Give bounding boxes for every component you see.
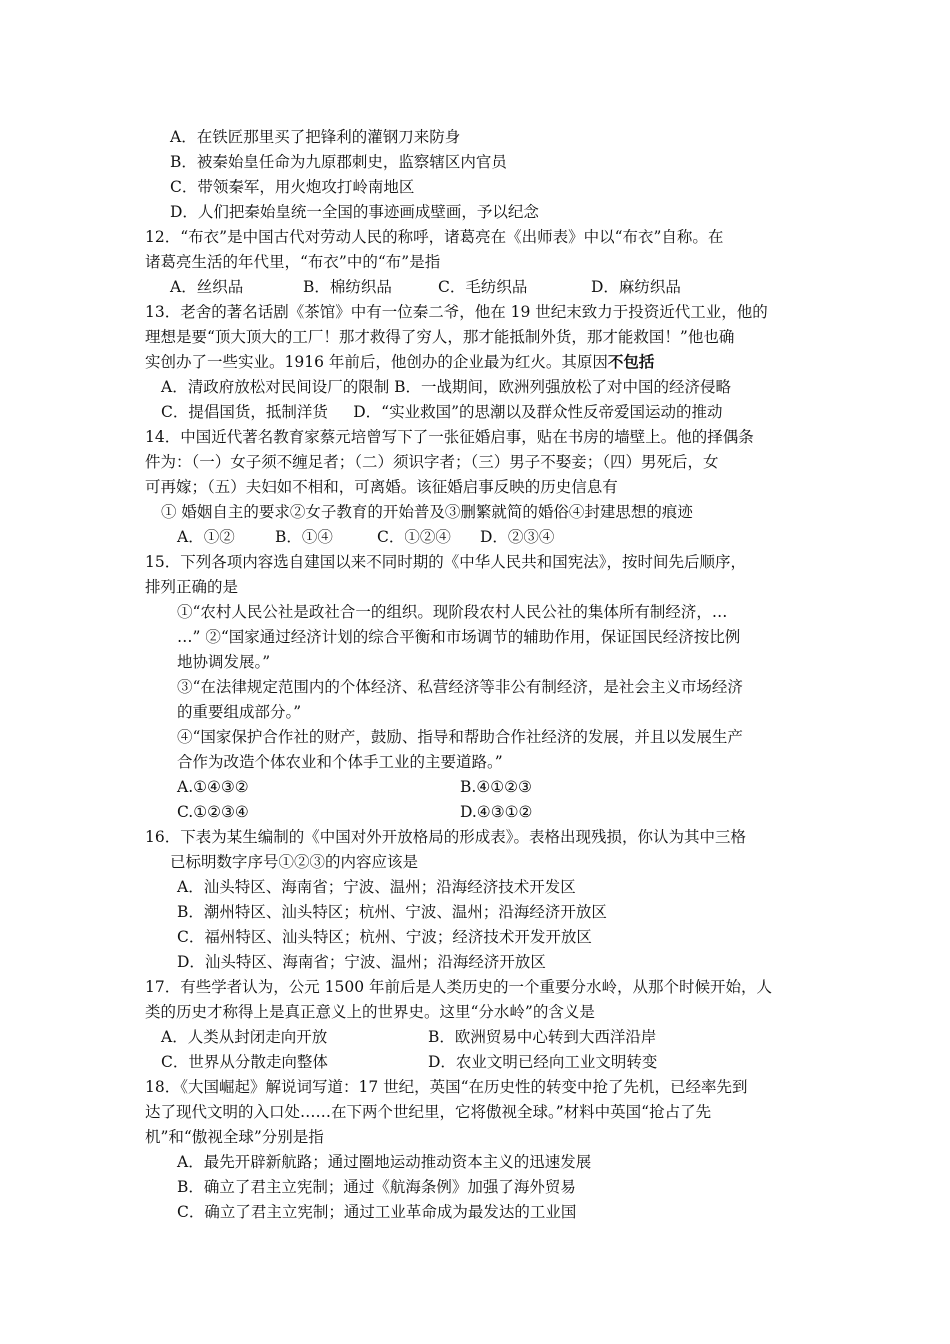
q13-emphasis: 不包括 xyxy=(607,352,655,371)
q15-quote-line-3: 地协调发展。” xyxy=(177,653,271,671)
q16-option-c: C．福州特区、汕头特区；杭州、宁波；经济技术开发开放区 xyxy=(177,928,592,946)
q14-option-b: B．①④ xyxy=(275,528,333,546)
q16-stem-line-2: 已标明数字序号①②③的内容应该是 xyxy=(170,853,419,871)
q14-option-c: C．①②④ xyxy=(377,528,451,546)
q17-stem-line-1: 17．有些学者认为，公元 1500 年前后是人类历史的一个重要分水岭，从那个时候开始，人 xyxy=(145,978,773,996)
q13-stem-line-2: 理想是要“顶大顶大的工厂！那才救得了穷人，那才能抵制外货，那才能救国！”他也确 xyxy=(145,328,735,346)
q13-options-row-1: A．清政府放松对民间设厂的限制 B．一战期间，欧洲列强放松了对中国的经济侵略 xyxy=(161,378,732,396)
q12-stem-line-1: 12．“布衣”是中国古代对劳动人民的称呼，诸葛亮在《出师表》中以“布衣”自称。在 xyxy=(145,228,724,246)
q15-quote-line-2: …” ②“国家通过经济计划的综合平衡和市场调节的辅助作用，保证国民经济按比例 xyxy=(177,628,741,646)
q15-quote-line-1: ①“农村人民公社是政社合一的组织。现阶段农村人民公社的集体所有制经济，… xyxy=(177,603,728,621)
q15-stem-line-2: 排列正确的是 xyxy=(145,578,239,596)
q17-option-d: D．农业文明已经向工业文明转变 xyxy=(428,1053,658,1071)
q12-option-c: C．毛纺织品 xyxy=(438,278,528,296)
q18-option-b: B．确立了君主立宪制；通过《航海条例》加强了海外贸易 xyxy=(177,1178,576,1196)
q16-stem-line-1: 16．下表为某生编制的《中国对外开放格局的形成表》。表格出现残损，你认为其中三格 xyxy=(145,828,746,846)
q14-option-a: A．①② xyxy=(177,528,235,546)
q16-option-d: D．汕头特区、海南省；宁波、温州；沿海经济开放区 xyxy=(177,953,546,971)
q17-option-b: B．欧洲贸易中心转到大西洋沿岸 xyxy=(428,1028,657,1046)
q15-option-d: D.④③①② xyxy=(460,803,533,821)
q14-stem-line-3: 可再嫁；（五）夫妇如不相和，可离婚。该征婚启事反映的历史信息有 xyxy=(145,478,618,496)
q16-option-a: A．汕头特区、海南省；宁波、温州；沿海经济技术开发区 xyxy=(177,878,576,896)
q12-option-a: A．丝织品 xyxy=(170,278,244,296)
q13-stem-line-3 xyxy=(145,351,654,373)
q14-stem-line-2: 件为：（一）女子须不缠足者；（二）须识字者；（三）男子不娶妾；（四）男死后，女 xyxy=(145,453,719,471)
q17-option-a: A．人类从封闭走向开放 xyxy=(161,1028,328,1046)
q12-option-b: B．棉纺织品 xyxy=(303,278,392,296)
q15-quote-line-4: ③“在法律规定范围内的个体经济、私营经济等非公有制经济，是社会主义市场经济 xyxy=(177,678,743,696)
q14-option-d: D．②③④ xyxy=(480,528,555,546)
q13-options-row-2: C．提倡国货，抵制洋货 D．“实业救国”的思潮以及群众性反帝爱国运动的推动 xyxy=(161,403,723,421)
q17-option-c: C．世界从分散走向整体 xyxy=(161,1053,328,1071)
q15-stem-line-1: 15．下列各项内容选自建国以来不同时期的《中华人民共和国宪法》，按时间先后顺序， xyxy=(145,553,746,571)
q15-option-b: B.④①②③ xyxy=(460,778,532,796)
q11-option-c: C．带领秦军，用火炮攻打岭南地区 xyxy=(170,178,415,196)
q15-option-c: C.①②③④ xyxy=(177,803,249,821)
q17-stem-line-2: 类的历史才称得上是真正意义上的世界史。这里“分水岭”的含义是 xyxy=(145,1003,595,1021)
q18-option-a: A．最先开辟新航路；通过圈地运动推动资本主义的迅速发展 xyxy=(177,1153,592,1171)
q15-quote-line-7: 合作为改造个体农业和个体手工业的主要道路。” xyxy=(177,753,503,771)
q11-option-a: A．在铁匠那里买了把锋利的灌钢刀来防身 xyxy=(170,128,461,146)
q12-stem-line-2: 诸葛亮生活的年代里，“布衣”中的“布”是指 xyxy=(145,253,441,271)
q18-stem-line-1: 18．《大国崛起》解说词写道：17 世纪，英国“在历史性的转变中抢了先机，已经率先到 xyxy=(145,1078,748,1096)
q13-stem-line-1: 13．老舍的著名话剧《茶馆》中有一位秦二爷，他在 19 世纪末致力于投资近代工业，他的 xyxy=(145,303,768,321)
q18-stem-line-3: 机”和“傲视全球”分别是指 xyxy=(145,1128,324,1146)
q13-stem-text: 实创办了一些实业。1916 年前后，他创办的企业最为红火。其原因 xyxy=(145,353,608,371)
q15-quote-line-5: 的重要组成部分。” xyxy=(177,703,302,721)
q15-quote-line-6: ④“国家保护合作社的财产，鼓励、指导和帮助合作社经济的发展，并且以发展生产 xyxy=(177,728,743,746)
q18-option-c: C．确立了君主立宪制；通过工业革命成为最发达的工业国 xyxy=(177,1203,577,1221)
q11-option-b: B．被秦始皇任命为九原郡刺史，监察辖区内官员 xyxy=(170,153,507,171)
q12-options xyxy=(170,276,681,298)
q14-stem-line-1: 14．中国近代著名教育家蔡元培曾写下了一张征婚启事，贴在书房的墙壁上。他的择偶条 xyxy=(145,428,754,446)
q16-option-b: B．潮州特区、汕头特区；杭州、宁波、温州；沿海经济开放区 xyxy=(177,903,607,921)
q18-stem-line-2: 达了现代文明的入口处……在下两个世纪里，它将傲视全球。”材料中英国“抢占了先 xyxy=(145,1103,712,1121)
q15-option-a: A.①④③② xyxy=(177,778,249,796)
q11-option-d: D．人们把秦始皇统一全国的事迹画成壁画，予以纪念 xyxy=(170,203,539,221)
q14-options xyxy=(177,526,554,548)
q12-option-d: D．麻纺织品 xyxy=(591,278,681,296)
q14-items: ① 婚姻自主的要求②女子教育的开始普及③删繁就简的婚俗④封建思想的痕迹 xyxy=(161,503,693,521)
